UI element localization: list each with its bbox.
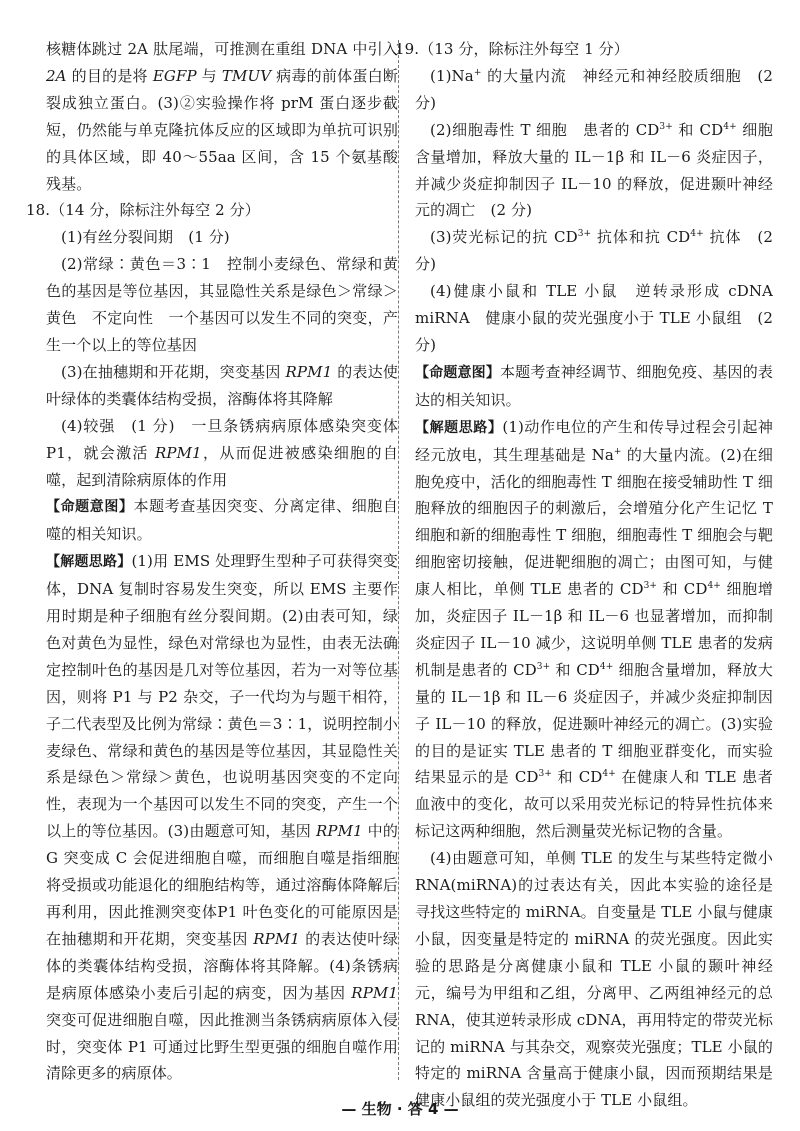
q19-answer-3: [415, 224, 773, 278]
text: 4+: [599, 661, 614, 672]
text: (1)动作电位的产生和传导过程会引起神经元放电，其生理基础是 Na: [415, 417, 773, 464]
q18-answer-3: [46, 359, 398, 413]
q18-intent: [46, 493, 398, 548]
page-footer: — 生物 · 答 4 —: [341, 1100, 459, 1118]
analysis-label: 【解题思路】: [415, 419, 503, 436]
text: 本题考查神经调节、细胞免疫、基因的表达的相关知识。: [415, 362, 773, 409]
text: (1)Na: [430, 66, 474, 85]
text: 病毒的前体蛋白断裂成独立蛋白。(3)②实验操作将 prM 蛋白逐步截短，仍然能与单克隆抗体反应的区域即为单抗可识别的具体区域，即 40～55aa 区间，含 15 个氨基酸残基。: [46, 66, 398, 193]
text: 细胞含量增加，释放大量的 IL－1β 和 IL－6 炎症因子，并减少炎症抑制因子 IL－10 的释放，促进颞叶神经元的凋亡 (2 分): [415, 120, 773, 220]
text: 本题考查基因突变、分离定律、细胞自噬的相关知识。: [46, 497, 398, 544]
text: TMUV: [221, 66, 272, 85]
text: 和 CD: [550, 660, 600, 679]
intent-label: 【命题意图】: [415, 364, 501, 381]
analysis-label: 【解题思路】: [46, 554, 132, 571]
q19-answer-1: [415, 63, 773, 117]
right-column: [395, 36, 789, 1114]
text: 2A: [46, 66, 67, 85]
text: RPM1: [351, 983, 398, 1002]
text: (3)荧光标记的抗 CD: [430, 228, 578, 247]
text: 抗体和抗 CD: [591, 228, 691, 247]
q18-header: 18.（14 分，除标注外每空 2 分）: [26, 201, 260, 220]
text: 与: [196, 66, 222, 85]
text: 在健康人和 TLE 患者血液中的变化，故可以采用荧光标记的特异性抗体来标记这两种细胞，然后测量荧光标记物的含量。: [415, 768, 773, 841]
text: 核糖体跳过 2A 肽尾端，可推测在重组 DNA 中引入: [46, 40, 398, 58]
q19-analysis-4: (4)由题意可知，单侧 TLE 的发生与某些特定微小 RNA(miRNA)的过表达有关，因此本实验的途径是寻找这些特定的 miRNA。自变量是 TLE 小鼠与健康小鼠，因变量是特定的 miRNA 的荧光强度。因此实验的思路是分离健康小鼠和 TLE 小鼠的颞叶神经元，编号为甲组和乙组，分离甲、乙两组神经元的总 RNA，使其逆转录形成 cDNA，再用特定的带荧光标记的 miRNA 与其杂交，观察荧光强度；TLE 小鼠的特定的 miRNA 含量高于健康小鼠，因而预期结果是健康小鼠组的荧光强度小于 TLE 小鼠组。: [415, 849, 773, 1110]
text: +: [473, 67, 482, 78]
q19-answer-4: (4)健康小鼠和 TLE 小鼠 逆转录形成 cDNA miRNA 健康小鼠的荧光强度小于 TLE 小鼠组 (2 分): [415, 282, 789, 354]
text: 的表达使叶绿体的类囊体结构受损，溶酶体将其降解。(4)条锈病是病原体感染小麦后引起的病变，因为基因: [46, 929, 399, 1002]
text: (3)在抽穗期和开花期，突变基因: [61, 362, 286, 381]
text: 的目的是将: [66, 66, 153, 85]
text: 细胞增加，炎症因子 IL－1β 和 IL－6 也显著增加，而抑制炎症因子 IL－10 减少，这说明单侧 TLE 患者的发病机制是患者的 CD: [415, 580, 773, 679]
text: 的大量内流 神经元和神经胶质细胞 (2 分): [415, 66, 773, 112]
text: 的表达使叶绿体的类囊体结构受损，溶酶体将其降解: [46, 362, 398, 408]
column-divider: [398, 40, 399, 1080]
text: RPM1: [253, 929, 300, 948]
text: 3+: [643, 581, 658, 592]
text: 抗体 (2 分): [415, 228, 774, 274]
q18-answer-1: (1)有丝分裂间期 (1 分): [61, 228, 230, 247]
text: (2)细胞毒性 T 细胞 患者的 CD: [430, 120, 660, 139]
left-column: [26, 36, 399, 1087]
q17-continuation: [46, 36, 398, 197]
text: 和 CD: [552, 768, 603, 787]
text: (1)用 EMS 处理野生型种子可获得突变体，DNA 复制时容易发生突变，所以 EMS 主要作用时期是种子细胞有丝分裂间期。(2)由表可知，绿色对黄色为显性，绿色对常绿也为显性，由表无法确定控制叶色的基因是几对等位基因，若为一对等位基因，则将 P1 与 P2 杂交，子一代均为与题干相符，子二代表型及比例为常绿∶黄色＝3∶1，说明控制小麦绿色、常绿和黄色的基因是等位基因，其显隐性关系是绿色＞常绿＞黄色，也说明基因突变的不定向性，表现为一个基因可以发生不同的突变，产生一个以上的等位基因。(3)由题意可知，基因: [46, 552, 398, 841]
text: 3+: [538, 769, 552, 780]
q18-answer-4: [46, 413, 398, 494]
text: RPM1: [285, 362, 333, 381]
text: (4)较强 (1 分) 一旦条锈病病原体感染突变体 P1，就会激活: [46, 416, 398, 462]
text: RPM1: [155, 443, 202, 462]
text: EGFP: [152, 66, 197, 85]
text: 3+: [659, 121, 673, 132]
text: 的大量内流。(2)在细胞免疫中，活化的细胞毒性 T 细胞在接受辅助性 T 细胞释放的细胞因子的刺激后，会增殖分化产生记忆 T 细胞和新的细胞毒性 T 细胞，细胞毒性 T 细胞会与靶细胞密切接触，促进靶细胞的凋亡；由图可知，与健康人相比，单侧 TLE 患者的 CD: [415, 445, 773, 599]
text: 3+: [536, 661, 551, 672]
q19-analysis: [415, 414, 773, 846]
text: +: [613, 446, 622, 457]
text: 4+: [723, 121, 737, 132]
text: 和 CD: [672, 120, 724, 139]
text: 细胞含量增加，释放大量的 IL－1β 和 IL－6 炎症因子，并减少炎症抑制因子 IL－10 的释放，促进颞叶神经元的凋亡。(3)实验的目的是证实 TLE 患者的 T 细胞亚群变化，而实验结果显示的是 CD: [415, 660, 773, 787]
q18-answer-2: (2)常绿∶黄色＝3∶1 控制小麦绿色、常绿和黄色的基因是等位基因，其显隐性关系是绿色＞常绿＞黄色 不定向性 一个基因可以发生不同的突变，产生一个以上的等位基因: [46, 255, 398, 354]
text: 和 CD: [657, 580, 708, 599]
intent-label: 【命题意图】: [46, 499, 134, 516]
q19-answer-2: [415, 117, 773, 225]
text: 4+: [690, 229, 704, 240]
text: 4+: [707, 581, 721, 592]
text: ，从而促进被感染细胞的自噬，起到清除病原体的作用: [46, 443, 398, 489]
text: RPM1: [316, 822, 363, 841]
text: 突变可促进细胞自噬，因此推测当条锈病病原体入侵时，突变体 P1 可通过比野生型更强的细胞自噬作用清除更多的病原体。: [46, 1010, 398, 1083]
q19-header: 19.（13 分，除标注外每空 1 分）: [395, 40, 629, 58]
text: 中的 G 突变成 C 会促进细胞自噬，而细胞自噬是指细胞将受损或功能退化的细胞结构等，通过溶酶体降解后再利用，因此推测突变体P1 叶色变化的可能原因是在抽穗期和开花期，突变基因: [46, 822, 398, 948]
q18-analysis: [46, 548, 398, 1087]
text: 4+: [602, 769, 616, 780]
text: 3+: [577, 229, 592, 240]
q19-intent: [415, 359, 773, 414]
